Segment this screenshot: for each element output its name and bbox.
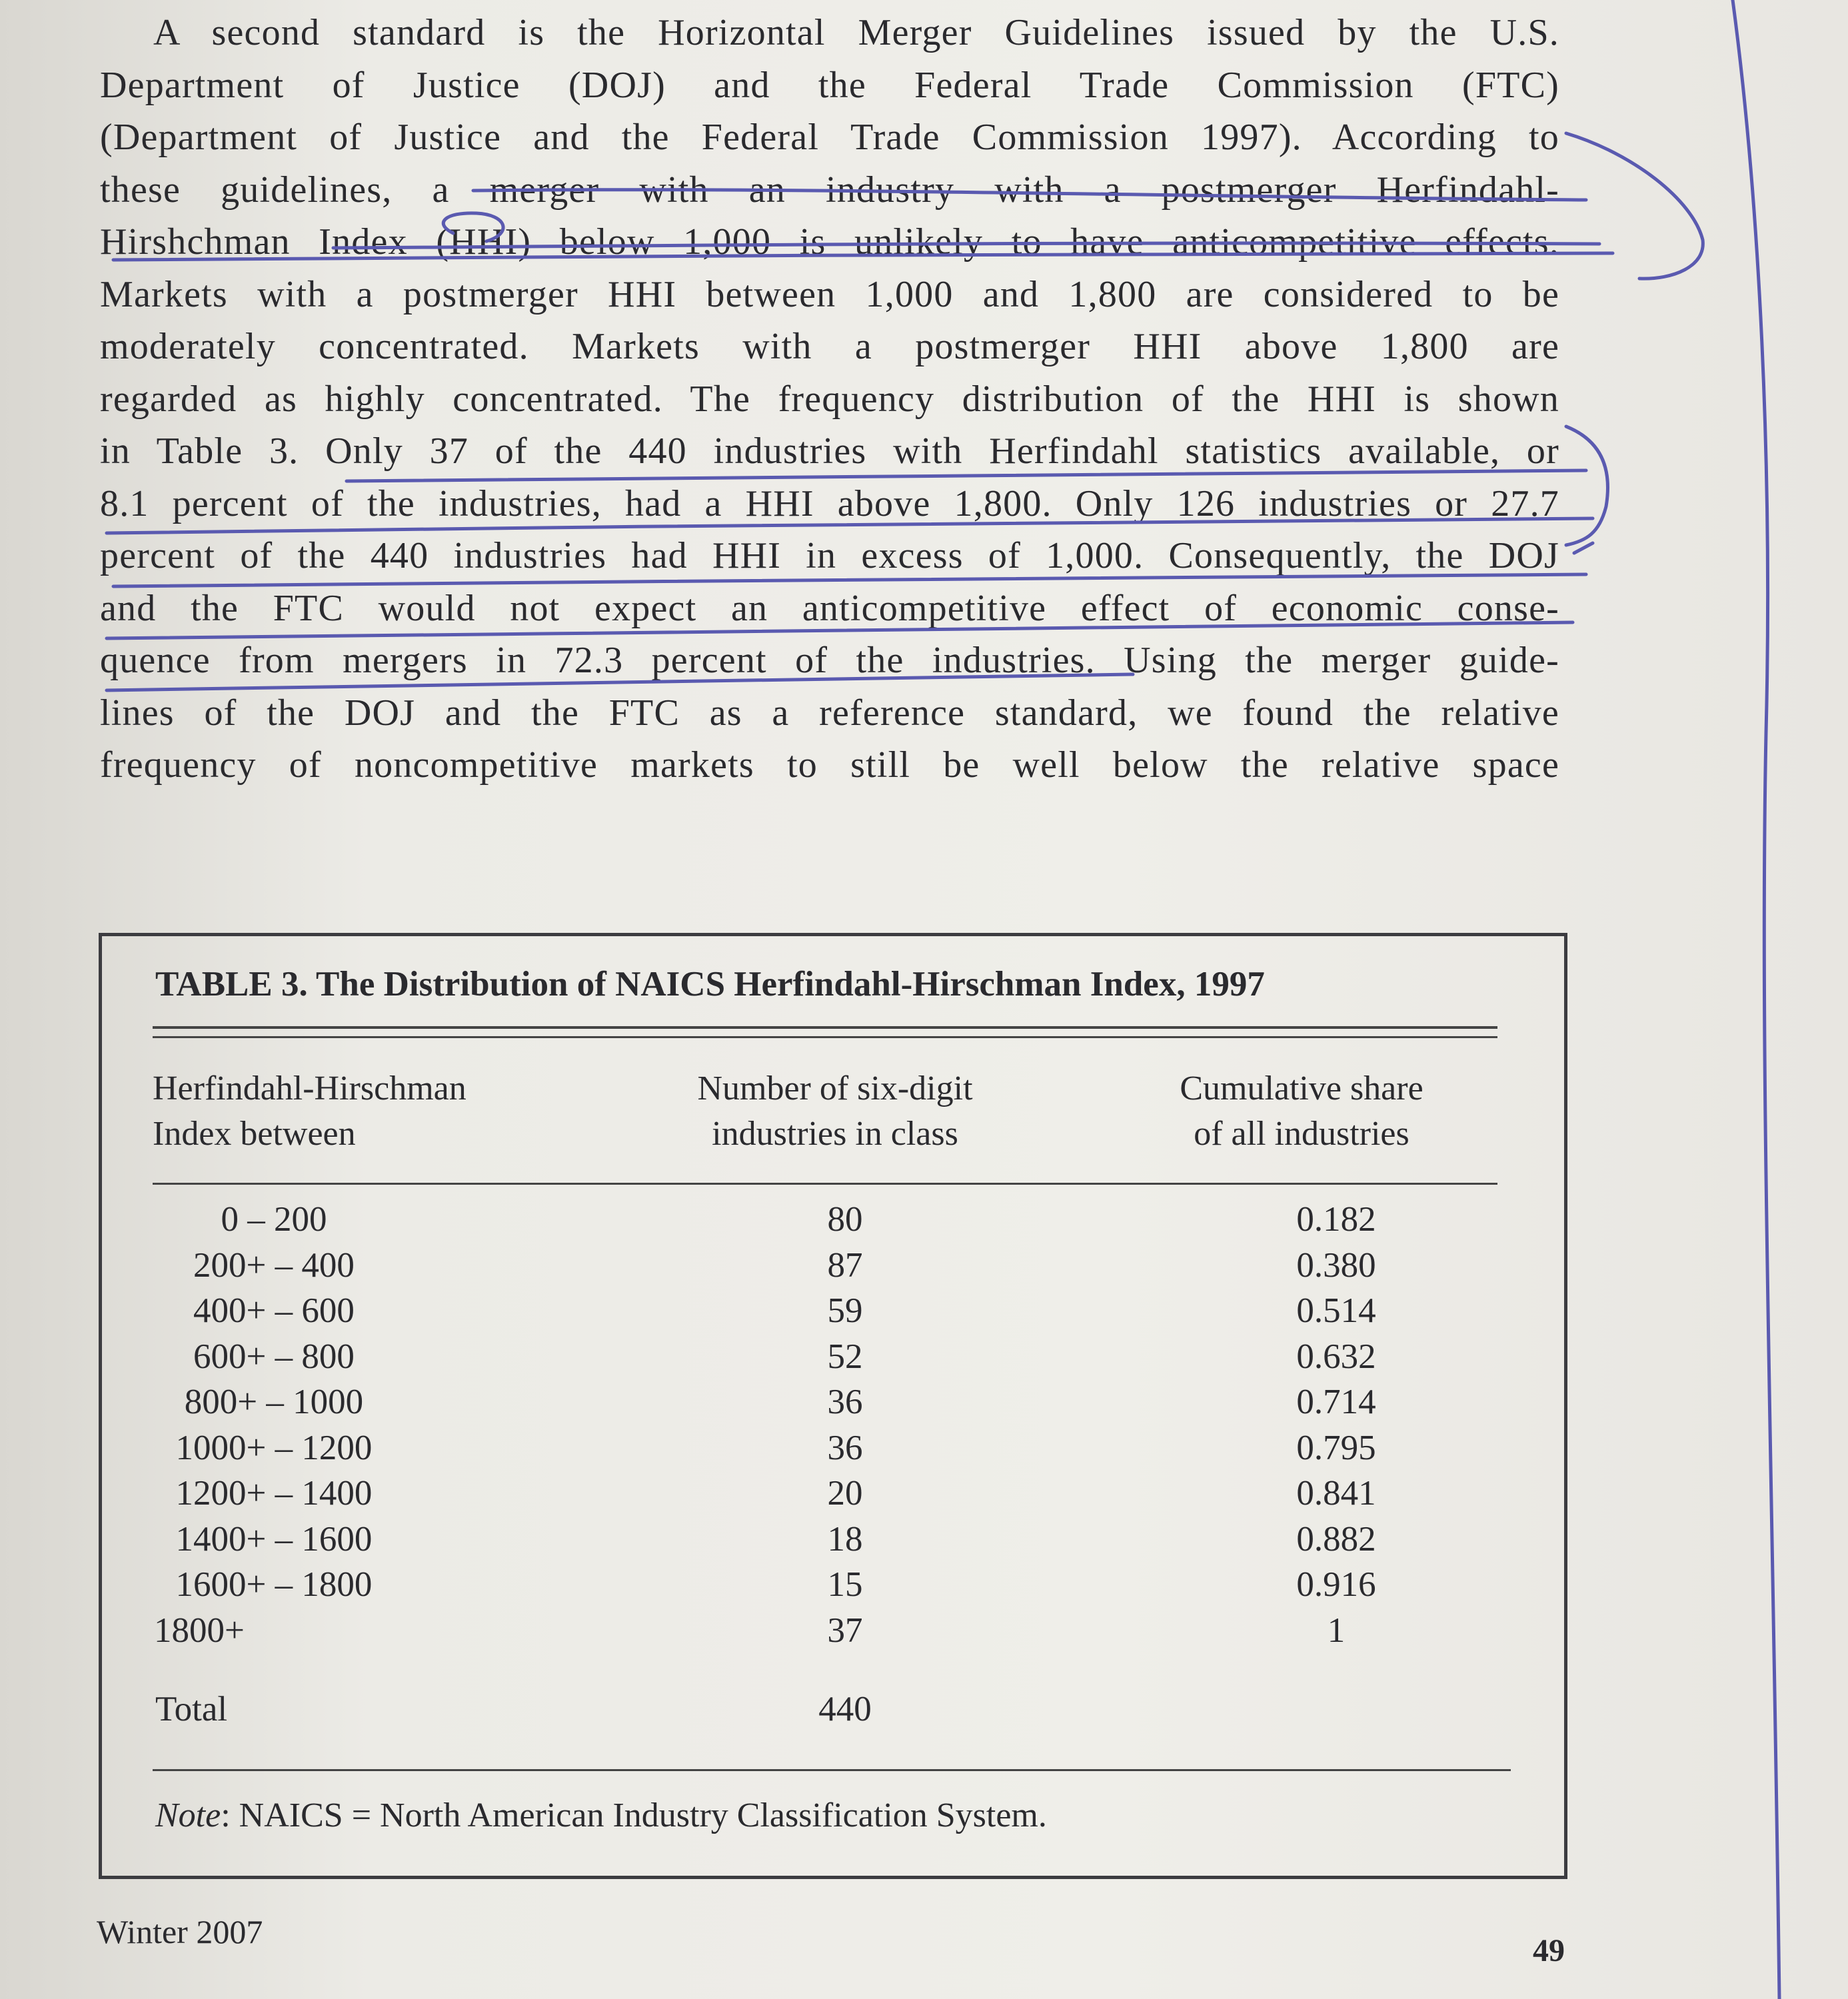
- table-note: [155, 1796, 1047, 1835]
- cell-count: 37: [827, 1611, 863, 1650]
- paragraph-line: quence from mergers in 72.3 percent of the industries. Using the merger guide-: [100, 640, 1559, 681]
- paragraph-line: Hirshchman Index (HHI) below 1,000 is unlikely to have anticompetitive effects.: [100, 221, 1559, 263]
- total-label: Total: [155, 1690, 228, 1728]
- cell-share: 1: [1327, 1611, 1346, 1650]
- margin-line-stroke: [1733, 0, 1779, 1999]
- cell-count: 52: [827, 1337, 863, 1376]
- note-text: : NAICS = North American Industry Classification System.: [221, 1796, 1047, 1834]
- bracket-stroke: [1566, 133, 1703, 279]
- cell-share: 0.841: [1296, 1474, 1376, 1513]
- paragraph-line: percent of the 440 industries had HHI in excess of 1,000. Consequently, the DOJ: [100, 535, 1559, 576]
- cell-range: 1600+ – 1800: [175, 1565, 373, 1604]
- cell-count: 87: [827, 1245, 863, 1285]
- cell-share: 0.882: [1296, 1519, 1376, 1559]
- table-body: [102, 1199, 1564, 1656]
- table-row: [102, 1337, 1564, 1383]
- cell-share: 0.714: [1296, 1383, 1376, 1421]
- cell-range: 800+ – 1000: [184, 1383, 364, 1421]
- paragraph-line: and the FTC would not expect an anticompetitive effect of economic conse-: [100, 587, 1559, 629]
- table-rule: [153, 1183, 1497, 1185]
- body-paragraph: [100, 7, 1559, 792]
- header-line: Cumulative share: [1180, 1069, 1423, 1107]
- table-row: [102, 1473, 1564, 1519]
- header-line: industries in class: [712, 1115, 958, 1153]
- paragraph-line: (Department of Justice and the Federal Trade Commission 1997). According to: [100, 117, 1559, 158]
- cell-share: 0.380: [1296, 1245, 1376, 1285]
- cell-share: 0.514: [1296, 1291, 1376, 1330]
- table-row: [102, 1291, 1564, 1337]
- paragraph-line: moderately concentrated. Markets with a postmerger HHI above 1,800 are: [100, 326, 1559, 367]
- table-row: [102, 1428, 1564, 1474]
- paragraph-line: frequency of noncompetitive markets to still be well below the relative space: [100, 744, 1559, 786]
- cell-share: 0.182: [1296, 1200, 1376, 1239]
- table-rule: [153, 1026, 1497, 1029]
- bracket-stroke: [1566, 426, 1608, 545]
- paragraph-line: 8.1 percent of the industries, had a HHI above 1,800. Only 126 industries or 27.7: [100, 482, 1559, 524]
- column-header-hhi: [153, 1066, 466, 1157]
- paragraph-line: in Table 3. Only 37 of the 440 industries with Herfindahl statistics available, or: [100, 430, 1559, 472]
- table-row: [102, 1199, 1564, 1245]
- cell-count: 18: [827, 1519, 863, 1559]
- total-value: 440: [818, 1690, 872, 1728]
- page-number: 49: [1533, 1933, 1565, 1968]
- note-label: Note: [155, 1796, 221, 1834]
- paragraph-line: Department of Justice (DOJ) and the Federal Trade Commission (FTC): [100, 64, 1559, 106]
- cell-range: 600+ – 800: [193, 1337, 355, 1376]
- cell-share: 0.916: [1296, 1565, 1376, 1604]
- cell-range: 1200+ – 1400: [175, 1474, 373, 1513]
- table-row: [102, 1611, 1564, 1657]
- table-rule: [153, 1769, 1511, 1771]
- table-row: [102, 1382, 1564, 1428]
- header-line: Number of six-digit: [697, 1069, 973, 1107]
- cell-range: 400+ – 600: [193, 1291, 355, 1330]
- column-header-share: [1055, 1066, 1548, 1157]
- cell-count: 36: [827, 1428, 863, 1467]
- table-row: [102, 1565, 1564, 1611]
- cell-range: 1000+ – 1200: [175, 1428, 373, 1467]
- paragraph-line: Markets with a postmerger HHI between 1,000 and 1,800 are considered to be: [100, 273, 1559, 315]
- table-row: [102, 1245, 1564, 1291]
- cell-count: 36: [827, 1383, 863, 1421]
- paragraph-line: A second standard is the Horizontal Merger Guidelines issued by the U.S.: [153, 12, 1559, 53]
- table-rule: [153, 1036, 1497, 1038]
- paragraph-line: regarded as highly concentrated. The frequency distribution of the HHI is shown: [100, 378, 1559, 420]
- table-3: [99, 933, 1567, 1879]
- cell-range: 1800+: [154, 1611, 245, 1650]
- cell-range: 0 – 200: [221, 1200, 327, 1239]
- cell-count: 20: [827, 1474, 863, 1513]
- header-line: Index between: [153, 1115, 356, 1153]
- cell-share: 0.795: [1296, 1428, 1376, 1467]
- cell-count: 59: [827, 1291, 863, 1330]
- tick-stroke: [1574, 543, 1593, 553]
- cell-count: 15: [827, 1565, 863, 1604]
- table-row: [102, 1519, 1564, 1565]
- column-header-count: [562, 1066, 1108, 1157]
- cell-range: 1400+ – 1600: [175, 1519, 373, 1559]
- cell-range: 200+ – 400: [193, 1245, 355, 1285]
- paragraph-line: these guidelines, a merger with an industry with a postmerger Herfindahl-: [100, 169, 1559, 211]
- paragraph-line: lines of the DOJ and the FTC as a reference standard, we found the relative: [100, 692, 1559, 734]
- header-line: Herfindahl-Hirschman: [153, 1069, 466, 1107]
- footer-issue: Winter 2007: [97, 1913, 263, 1950]
- cell-count: 80: [827, 1200, 863, 1239]
- cell-share: 0.632: [1296, 1337, 1376, 1376]
- header-line: of all industries: [1194, 1115, 1409, 1153]
- table-title: TABLE 3. The Distribution of NAICS Herfindahl-Hirschman Index, 1997: [155, 965, 1265, 1003]
